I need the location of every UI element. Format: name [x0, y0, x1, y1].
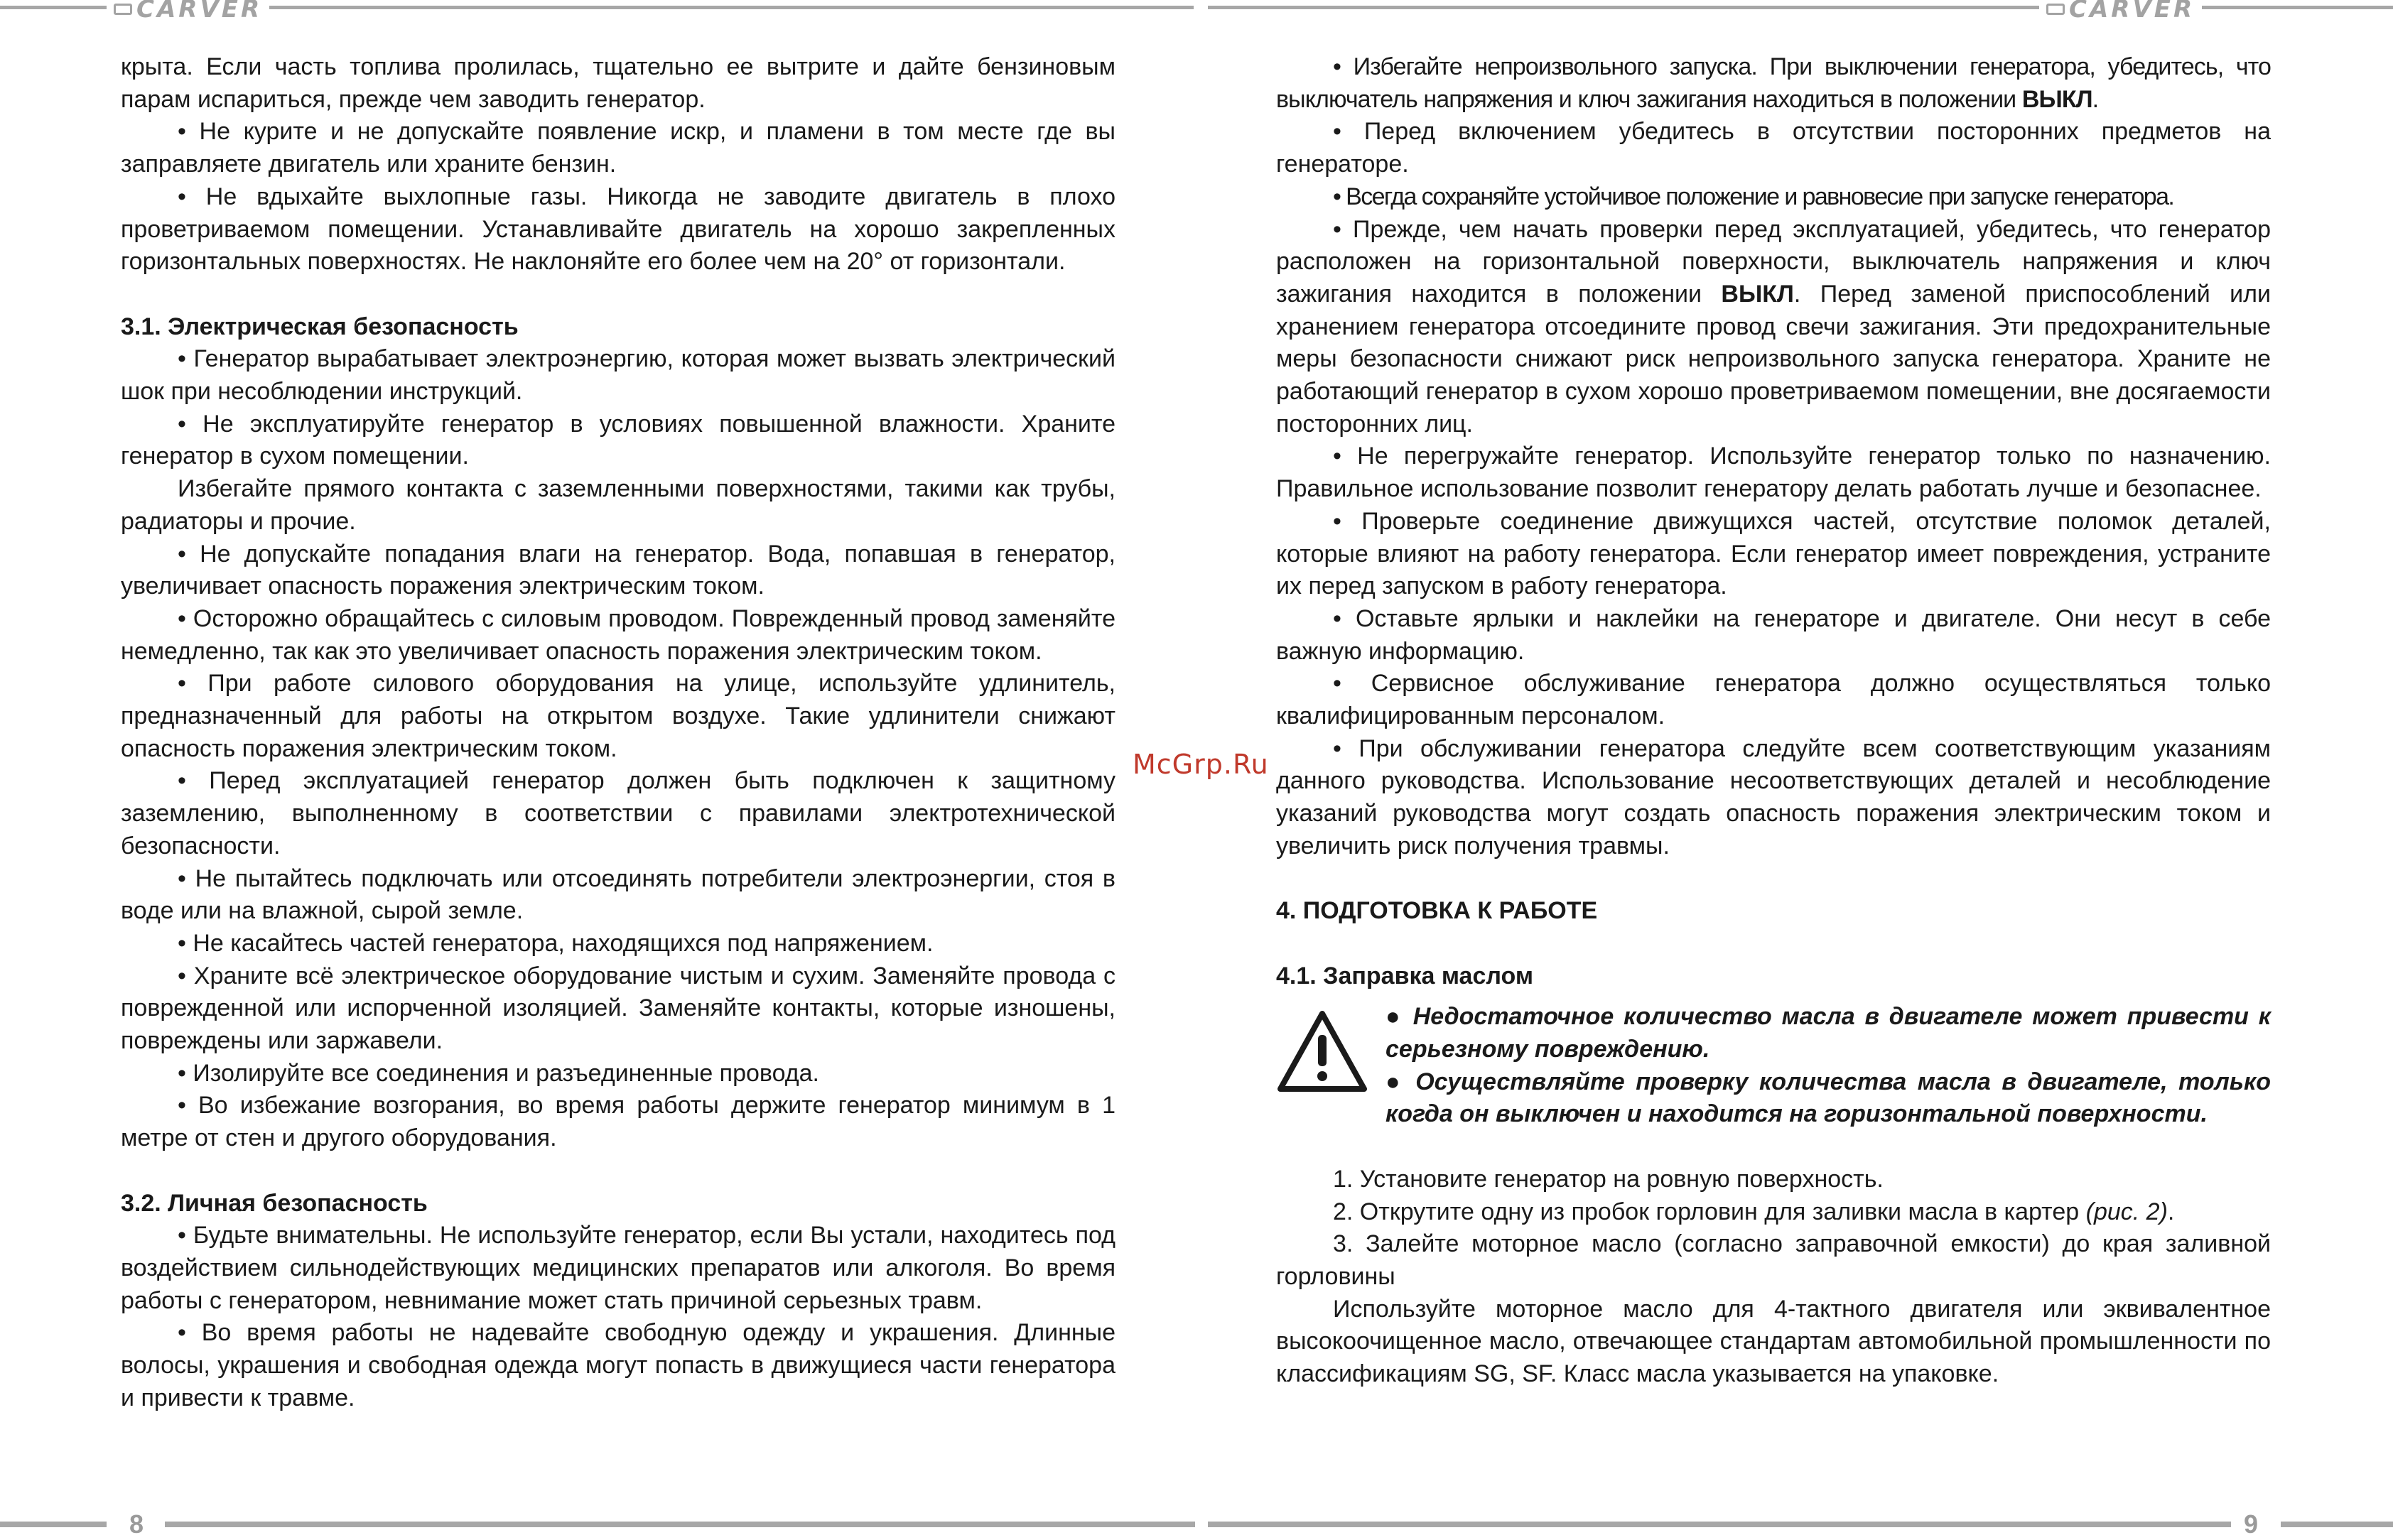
subsection-heading: 4.1. Заправка маслом: [1276, 962, 1533, 989]
brand-logo-left: [107, 0, 269, 18]
paragraph: • Прежде, чем начать проверки перед эксплуатацией, убедитесь, что генератор расположен на горизонтальной поверхности, выключатель напряжения и ключ зажигания находится в положении ВЫКЛ. Перед заменой приспособлений или хранением генератора отсоедините провод свечи зажигания. Эти предохранительные меры безопасности снижают риск непроизвольного запуска генератора. Храните не работающий генератор в сухом хорошо проветриваемом помещении, вне досягаемости посторонних лиц.: [1276, 215, 2271, 438]
brand-mark-icon: [2046, 4, 2065, 15]
section-heading: 4. ПОДГОТОВКА К РАБОТЕ: [1276, 897, 1598, 925]
page-number-left: 8: [129, 1509, 144, 1539]
paragraph: • Изолируйте все соединения и разъединенные провода.: [178, 1059, 819, 1087]
warning-item: ● Осуществляйте проверку количества масла в двигателе, только когда он выключен и находится на горизонтальной поверхности.: [1385, 1068, 2271, 1128]
warning-box: [1276, 1001, 2271, 1131]
paragraph: • Не вдыхайте выхлопные газы. Никогда не заводите двигатель в плохо проветриваемом помещении. Устанавливайте двигатель на хорошо закрепленных горизонтальных поверхностях. Не наклоняйте его более чем на 20° от горизонтали.: [121, 183, 1116, 276]
paragraph: Используйте моторное масло для 4-тактного двигателя или эквивалентное высокоочищенное масло, отвечающее стандартам автомобильной промышленности по классификациям SG, SF. Класс масла указывается на упаковке.: [1276, 1295, 2271, 1388]
section-heading: 3.2. Личная безопасность: [121, 1189, 428, 1217]
brand-logo-text: CARVER: [2069, 0, 2195, 18]
paragraph: • При работе силового оборудования на улице, используйте удлинитель, предназначенный для работы на открытом воздухе. Такие удлинители снижают опасность поражения электрическим током.: [121, 670, 1116, 762]
paragraph: • Осторожно обращайтесь с силовым проводом. Поврежденный провод заменяйте немедленно, так как это увеличивает опасность поражения электрическим током.: [121, 604, 1116, 665]
spacer: [121, 1155, 1116, 1188]
right-page-column: [1276, 51, 2271, 1391]
paragraph: • Избегайте непроизвольного запуска. При выключении генератора, убедитесь, что выключатель напряжения и ключ зажигания находиться в положении ВЫКЛ.: [1276, 53, 2271, 113]
paragraph: • Будьте внимательны. Не используйте генератор, если Вы устали, находитесь под воздействием сильнодействующих медицинских препаратов или алкоголя. Во время работы с генератором, невнимание может стать причиной серьезных травм.: [121, 1222, 1116, 1314]
spacer: [1276, 863, 2271, 896]
paragraph: • Оставьте ярлыки и наклейки на генераторе и двигателе. Они несут в себе важную информацию.: [1276, 604, 2271, 665]
warning-text: [1385, 1001, 2271, 1131]
paragraph: крыта. Если часть топлива пролилась, тщательно ее вытрите и дайте бензиновым парам испариться, прежде чем заводить генератор.: [121, 53, 1116, 113]
paragraph: • Не допускайте попадания влаги на генератор. Вода, попавшая в генератор, увеличивает опасность поражения электрическим током.: [121, 540, 1116, 600]
paragraph: • Во время работы не надевайте свободную одежду и украшения. Длинные волосы, украшения и свободная одежда могут попасть в движущиеся части генератора и привести к травме.: [121, 1319, 1116, 1411]
numbered-step: 3. Залейте моторное масло (согласно заправочной емкости) до края заливной горловины: [1276, 1230, 2271, 1290]
paragraph: • При обслуживании генератора следуйте всем соответствующим указаниям данного руководства. Использование несоответствующих деталей и несоблюдение указаний руководства могут создать опасность поражения электрическим током и увеличить риск получения травмы.: [1276, 734, 2271, 860]
brand-logo-text: CARVER: [136, 0, 263, 18]
header-rule-right: [1208, 6, 2393, 9]
paragraph: • Не перегружайте генератор. Используйте генератор только по назначению. Правильное использование позволит генератору делать работать лучше и безопаснее.: [1276, 443, 2271, 503]
footer-rule-right: [1208, 1522, 2231, 1527]
paragraph: • Во избежание возгорания, во время работы держите генератор минимум в 1 метре от стен и другого оборудования.: [121, 1092, 1116, 1152]
numbered-step: 1. Установите генератор на ровную поверхность.: [1333, 1165, 1884, 1193]
warning-item: ● Недостаточное количество масла в двигателе может привести к серьезному повреждению.: [1385, 1003, 2271, 1063]
paragraph: • Всегда сохраняйте устойчивое положение и равновесие при запуске генератора.: [1333, 183, 2174, 210]
brand-logo-right: [2039, 0, 2202, 18]
watermark-text: McGrp.Ru: [1133, 749, 1269, 780]
page-number-right: 9: [2244, 1509, 2259, 1539]
paragraph: • Сервисное обслуживание генератора должно осуществляться только квалифицированным персоналом.: [1276, 670, 2271, 730]
section-heading: 3.1. Электрическая безопасность: [121, 313, 519, 340]
footer-rule-right-short: [2281, 1522, 2393, 1527]
spacer: [1276, 928, 2271, 960]
brand-mark-icon: [114, 4, 132, 15]
left-page-column: [121, 51, 1116, 1415]
paragraph: • Не касайтесь частей генератора, находящихся под напряжением.: [178, 929, 934, 957]
footer-rule-left-short: [0, 1522, 107, 1527]
paragraph: • Не курите и не допускайте появление искр, и пламени в том месте где вы заправляете двигатель или храните бензин.: [121, 118, 1116, 178]
paragraph: Избегайте прямого контакта с заземленными поверхностями, такими как трубы, радиаторы и прочие.: [121, 475, 1116, 535]
paragraph: • Перед включением убедитесь в отсутствии посторонних предметов на генераторе.: [1276, 118, 2271, 178]
paragraph: • Не эксплуатируйте генератор в условиях повышенной влажности. Храните генератор в сухом помещении.: [121, 410, 1116, 470]
paragraph: • Проверьте соединение движущихся частей, отсутствие поломок деталей, которые влияют на работу генератора. Если генератор имеет повреждения, устраните их перед запуском в работу генератора.: [1276, 507, 2271, 600]
paragraph: • Храните всё электрическое оборудование чистым и сухим. Заменяйте провода с поврежденной или испорченной изоляцией. Заменяйте контакты, которые изношены, повреждены или заржавели.: [121, 962, 1116, 1055]
spacer: [121, 278, 1116, 311]
spacer: [1276, 1131, 2271, 1164]
numbered-step: 2. Открутите одну из пробок горловин для заливки масла в картер (рис. 2).: [1333, 1198, 2175, 1225]
paragraph: • Генератор вырабатывает электроэнергию, которая может вызвать электрический шок при несоблюдении инструкций.: [121, 345, 1116, 406]
warning-triangle-icon: [1276, 1009, 1368, 1095]
paragraph: • Не пытайтесь подключать или отсоединять потребители электроэнергии, стоя в воде или на влажной, сырой земле.: [121, 864, 1116, 925]
footer-rule-left: [165, 1522, 1195, 1527]
paragraph: • Перед эксплуатацией генератор должен быть подключен к защитному заземлению, выполненному в соответствии с правилами электротехнической безопасности.: [121, 767, 1116, 860]
